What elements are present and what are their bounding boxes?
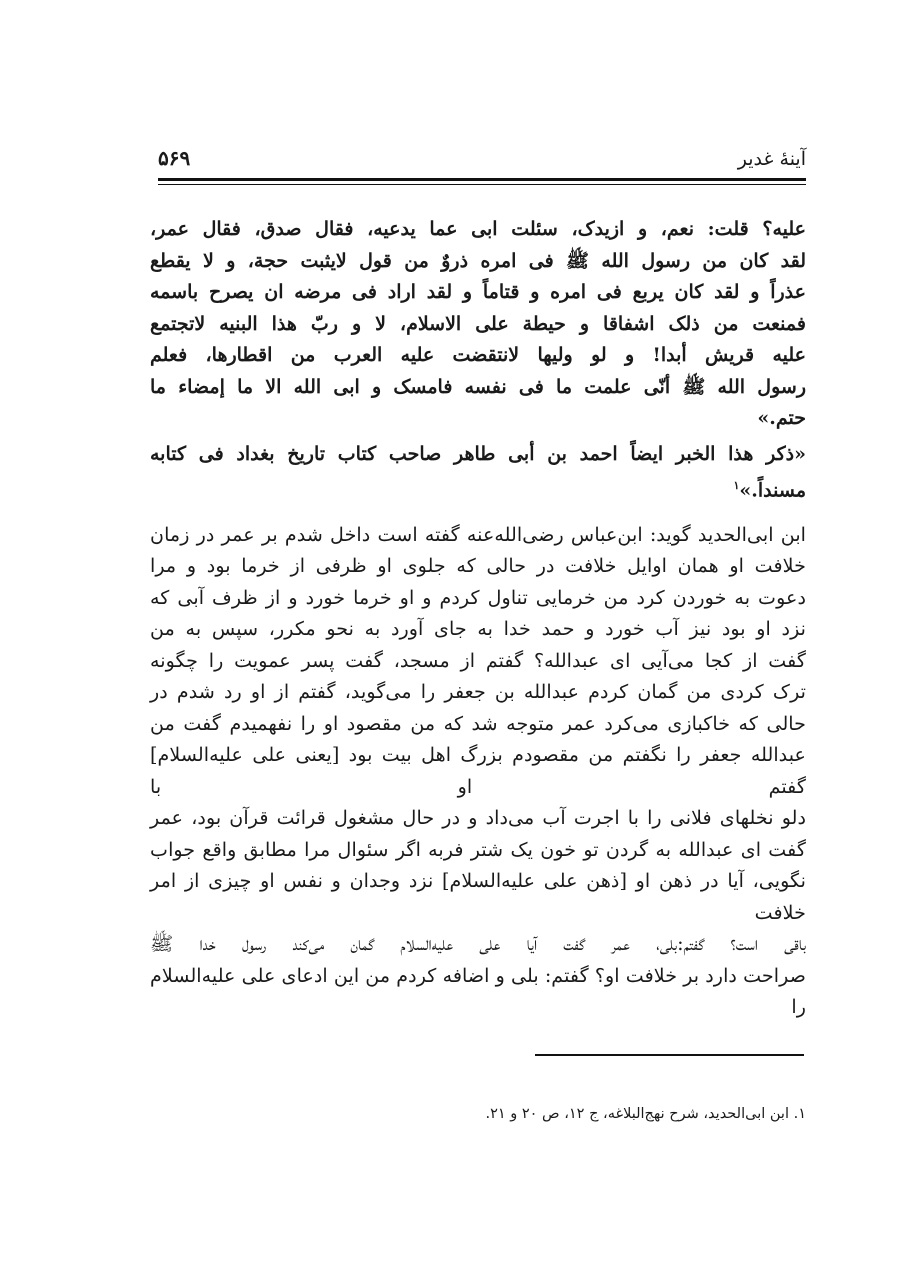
page-number: ۵۶۹	[158, 146, 191, 170]
arabic-line: علیه؟ قلت: نعم، و ازیدک، سئلت ابی عما یدعیه، فقال صدق، فقال عمر،	[150, 218, 806, 240]
paragraph-line: ابن ابی‌الحدید گوید: ابن‌عباس رضی‌الله‌عنه گفته است داخل شدم بر عمر در زمان	[150, 522, 806, 546]
body-text	[150, 214, 806, 1023]
footnote-separator	[535, 1054, 804, 1056]
persian-paragraph	[150, 519, 806, 1023]
arabic-line: لقد کان من رسول الله ﷺ فی امره ذروٌ من قول لایثبت حجة، و لا یقطع	[150, 249, 806, 272]
paragraph-line: عبدالله جعفر را نگفتم من مقصودم بزرگ اهل بیت بود [یعنی علی علیه‌السلام] گفتم او با	[150, 743, 806, 798]
paragraph-line: گفت از کجا می‌آیی ای عبدالله؟ گفتم از مسجد، گفت پسر عمویت را چگونه	[150, 648, 806, 672]
citation-line-last	[150, 470, 806, 507]
paragraph-line: حالی که خاکبازی می‌کرد عمر متوجه شد که من مقصود او را نفهمیدم گفت من	[150, 711, 806, 735]
arabic-line: حتم.»	[757, 407, 806, 429]
running-title: آینهٔ غدیر	[737, 148, 806, 170]
header-rule-thick	[158, 178, 806, 181]
paragraph-line: گفت ای عبدالله به گردن تو خون یک شتر فربه اگر سئوال مرا مطابق واقع جواب	[150, 837, 806, 861]
arabic-line: عذراً و لقد کان یربع فی امره و قتاماً و لقد اراد فی مرضه ان یصرح باسمه	[150, 281, 806, 303]
paragraph-line: خلافت او همان اوایل خلافت در حالی که جلوی او ظرفی از خرما بود و مرا	[150, 554, 806, 578]
footnote-marker[interactable]: ۱	[733, 479, 740, 492]
arabic-quote	[150, 214, 806, 435]
paragraph-line: ترک کردی من گمان کردم عبدالله بن جعفر را می‌گوید، گفتم از او رد شدم در	[150, 680, 806, 704]
paragraph-line: باقی است؟ گفتم:بلی، عمر گفت آیا علی علیه‌السلام گمان می‌کند رسول خدا ﷺ	[150, 932, 806, 956]
arabic-line: رسول الله ﷺ أنّی علمت ما فی نفسه فامسک و ابی الله الا ما إمضاء ما	[150, 375, 806, 398]
citation-line: «ذکر هذا الخبر ایضاً احمد بن أبی طاهر صاحب کتاب تاریخ بغداد فی کتابه	[150, 442, 806, 465]
footnote: ۱. ابن ابی‌الحدید، شرح نهج‌البلاغه، ج ۱۲، ص ۲۰ و ۲۱.	[485, 1106, 806, 1122]
page-header	[158, 146, 806, 178]
paragraph-line: نزد او بود نیز آب خورد و حمد خدا به جای آورد به نحو مکرر، سپس به من	[150, 617, 806, 641]
arabic-line: فمنعت من ذلک اشفاقا و حیطة علی الاسلام، لا و ربّ هذا البنیه لاتجتمع	[150, 312, 806, 335]
paragraph-line: نگویی، آیا در ذهن او [ذهن علی علیه‌السلام] نزد وجدان و نفس او چیزی از امر خلافت	[150, 869, 806, 924]
paragraph-line: دلو نخلهای فلانی را با اجرت آب می‌داد و در حال مشغول قرائت قرآن بود، عمر	[150, 806, 806, 830]
header-rule-thin	[158, 184, 806, 185]
citation-text: مسنداً.»	[739, 479, 806, 502]
citation-note	[150, 439, 806, 507]
paragraph-line: دعوت به خوردن کرد من خرمایی تناول کردم و او خرما خورد و از ظرف آبی که	[150, 585, 806, 609]
arabic-line: علیه قریش أبدا! و لو ولیها لانتقضت علیه العرب من اقطارها، فعلم	[150, 344, 806, 366]
paragraph-line: صراحت دارد بر خلافت او؟ گفتم: بلی و اضافه کردم من این ادعای علی علیه‌السلام را	[150, 963, 806, 1019]
